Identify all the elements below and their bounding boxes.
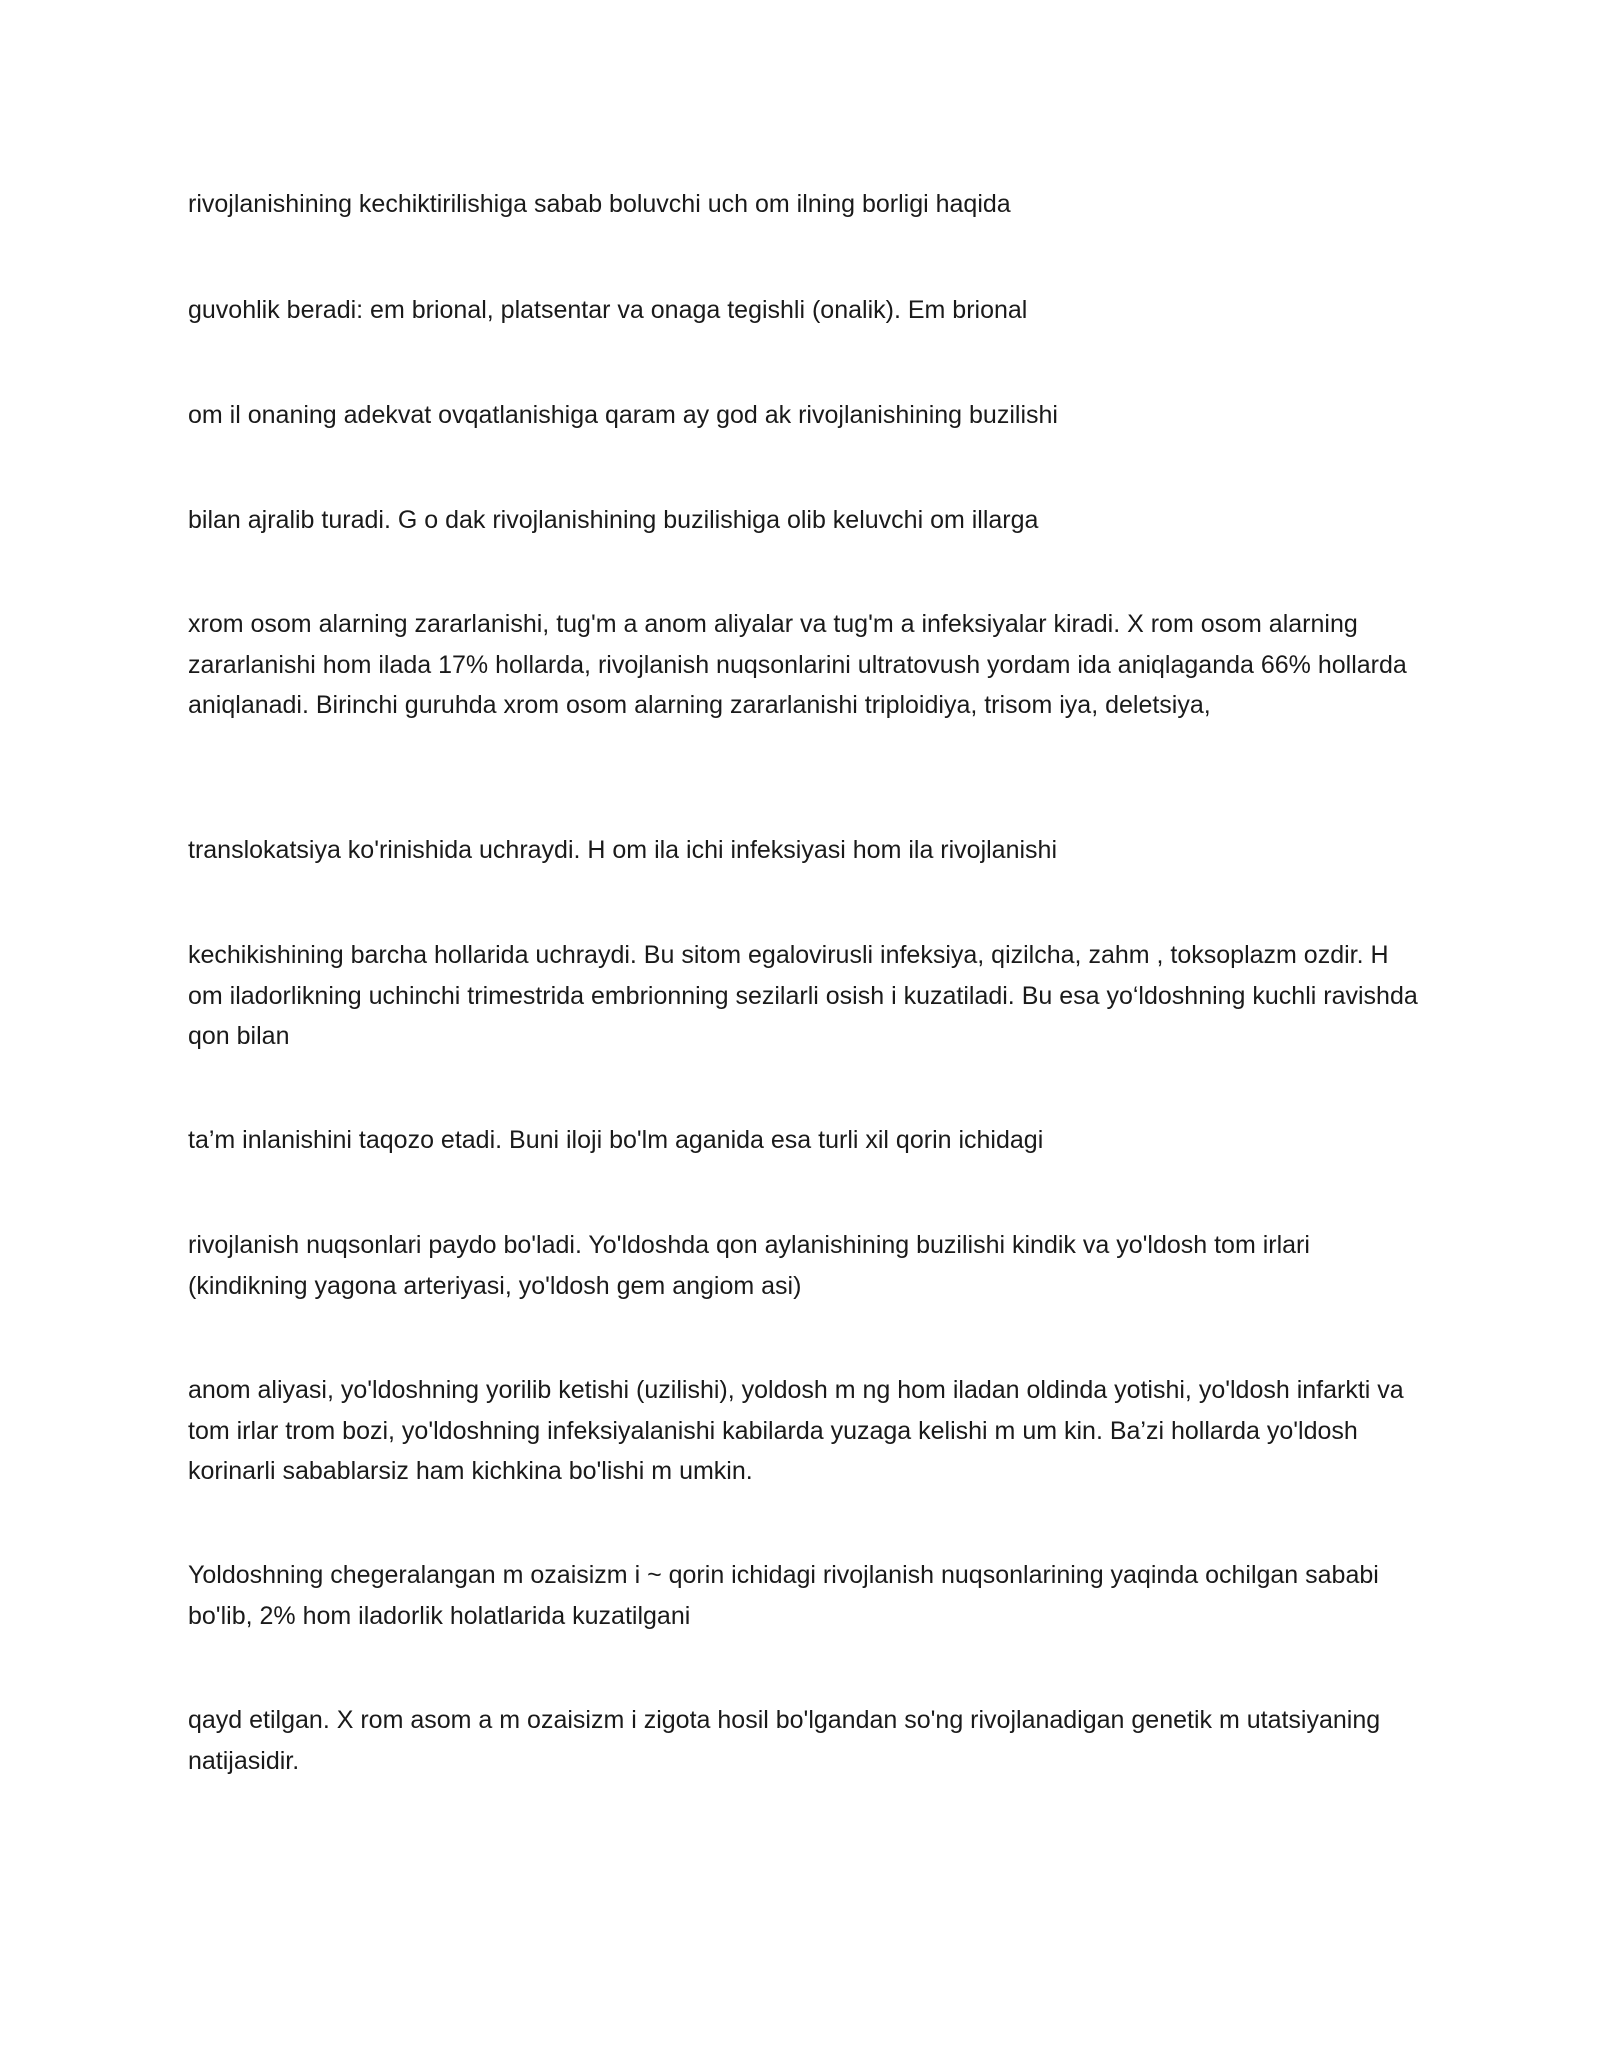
paragraph-6: translokatsiya ko'rinishida uchraydi. H om ila ichi infeksiyasi hom ila rivojlanishi <box>188 836 1058 864</box>
paragraph-10: anom aliyasi, yo'ldoshning yorilib ketishi (uzilishi), yoldosh m ng hom iladan oldinda yotishi, yo'ldosh infarkti va tom irlar trom bozi, yo'ldoshning infeksiyalanishi kabilarda yuzaga kelishi m um kin. Ba’zi hollarda yo'ldosh korinarli sabablarsiz ham kichkina bo'lishi m umkin. <box>188 1376 1404 1485</box>
paragraph-2: guvohlik beradi: em brional, platsentar va onaga tegishli (onalik). Em brional <box>188 296 1028 324</box>
paragraph-5: xrom osom alarning zararlanishi, tug'm a anom aliyalar va tug'm a infeksiyalar kiradi. X rom osom alarning zararlanishi hom ilada 17% hollarda, rivojlanish nuqsonlarini ultratovush yordam ida aniqlaganda 66% hollarda aniqlanadi. Birinchi guruhda xrom osom alarning zararlanishi triploidiya, trisom iya, deletsiya, <box>188 610 1407 719</box>
paragraph-3: om il onaning adekvat ovqatlanishiga qaram ay god ak rivojlanishining buzilishi <box>188 401 1058 429</box>
paragraph-4: bilan ajralib turadi. G o dak rivojlanishining buzilishiga olib keluvchi om illarga <box>188 506 1039 534</box>
paragraph-1: rivojlanishining kechiktirilishiga sabab boluvchi uch om ilning borligi haqida <box>188 190 1011 218</box>
paragraph-12: qayd etilgan. X rom asom a m ozaisizm i zigota hosil bo'lgandan so'ng rivojlanadigan genetik m utatsiyaning natijasidir. <box>188 1706 1381 1775</box>
paragraph-11: Yoldoshning chegeralangan m ozaisizm i ~ qorin ichidagi rivojlanish nuqsonlarining yaqinda ochilgan sababi bo'lib, 2% hom iladorlik holatlarida kuzatilgani <box>188 1561 1379 1630</box>
paragraph-9: rivojlanish nuqsonlari paydo bo'ladi. Yo'ldoshda qon aylanishining buzilishi kindik va yo'ldosh tom irlari (kindikning yagona arteriyasi, yo'ldosh gem angiom asi) <box>188 1231 1310 1300</box>
paragraph-7: kechikishining barcha hollarida uchraydi. Bu sitom egalovirusli infeksiya, qizilcha, zahm , toksoplazm ozdir. H om iladorlikning uchinchi trimestrida embrionning sezilarli osish i kuzatiladi. Bu esa yo‘ldoshning kuchli ravishda qon bilan <box>188 941 1418 1050</box>
paragraph-8: ta’m inlanishini taqozo etadi. Buni iloji bo'lm aganida esa turli xil qorin ichidagi <box>188 1126 1044 1154</box>
